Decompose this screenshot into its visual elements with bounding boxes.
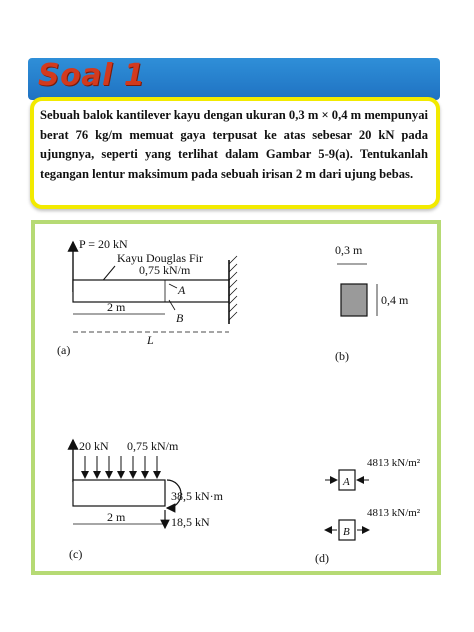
cross-section-b <box>341 284 367 316</box>
dim-L: L <box>147 333 154 347</box>
caption-c: (c) <box>69 547 83 561</box>
load-label-c: 20 kN <box>79 439 109 453</box>
figure-b <box>335 243 409 363</box>
figure-d <box>315 457 421 565</box>
point-b-label: B <box>176 311 184 325</box>
height-label-b: 0,4 m <box>381 293 409 307</box>
moment-label-c: 38,5 kN·m <box>171 489 223 503</box>
problem-text: Sebuah balok kantilever kayu dengan ukuran 0,3 m × 0,4 m mempunyai berat 76 kg/m memuat gaya terpusat ke atas sebesar 20 kN pada ujungnya, seperti yang terlihat dalam Gambar 5-9(a). Tentukanlah tegangan lentur maksimum pada sebuah irisan 2 m dari ujung bebas. <box>40 108 428 181</box>
distributed-label-a: 0,75 kN/m <box>139 263 191 277</box>
element-b-label: B <box>343 526 350 538</box>
figure-a <box>57 237 237 357</box>
stress-b-label: 4813 kN/m² <box>367 507 421 519</box>
element-a-label: A <box>343 476 350 488</box>
beam-c <box>73 480 165 506</box>
material-label-a: Kayu Douglas Fir <box>117 251 203 265</box>
point-a-label: A <box>178 283 186 297</box>
caption-a: (a) <box>57 343 71 357</box>
figure-canvas <box>35 224 437 571</box>
shear-label-c: 18,5 kN <box>171 515 210 529</box>
figure-panel <box>31 220 441 575</box>
stress-a-label: 4813 kN/m² <box>367 457 421 469</box>
dim-2m-a: 2 m <box>107 300 126 314</box>
distributed-label-c: 0,75 kN/m <box>127 439 179 453</box>
load-label-a: P = 20 kN <box>79 237 128 251</box>
caption-d: (d) <box>315 551 329 565</box>
caption-b: (b) <box>335 349 349 363</box>
beam-a <box>73 280 229 302</box>
problem-statement-box <box>30 97 440 209</box>
width-label-b: 0,3 m <box>335 243 363 257</box>
figure-c <box>69 439 224 561</box>
dim-2m-c: 2 m <box>107 510 126 524</box>
udl-arrows-c <box>85 456 157 478</box>
wall-hatch-a <box>229 256 237 320</box>
slide-title: Soal 1 <box>38 58 146 93</box>
